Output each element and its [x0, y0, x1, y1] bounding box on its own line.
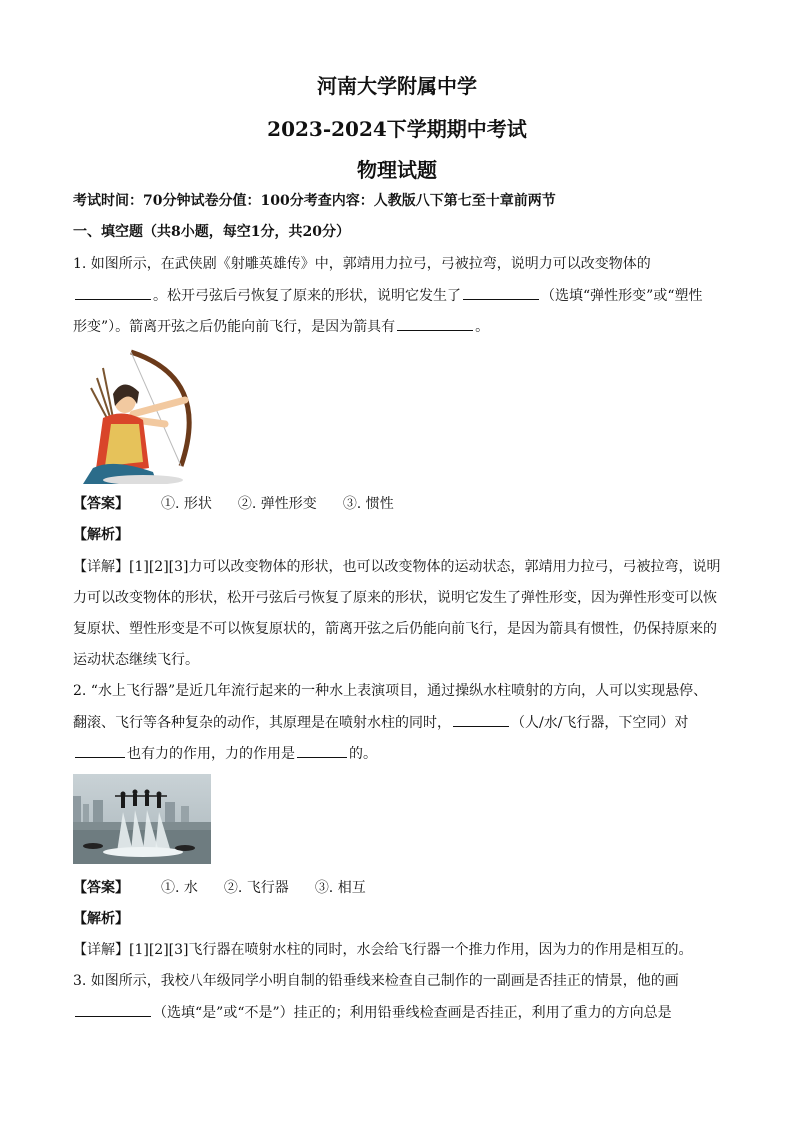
- q2-line3-text-b: 的。: [349, 746, 377, 762]
- q1-answer-1: ①. 形状: [161, 496, 212, 512]
- q1-analysis-label: 【解析】: [73, 527, 129, 543]
- answer-label: 【答案】: [73, 496, 129, 512]
- q1-answer: [73, 494, 420, 514]
- q1-line1: 1. 如图所示，在武侠剧《射雕英雄传》中，郭靖用力拉弓，弓被拉弯，说明力可以改变物体的: [73, 256, 651, 272]
- q2-detail-1: 【详解】[1][2][3]飞行器在喷射水柱的同时，水会给飞行器一个推力作用，因为力的作用是相互的。: [73, 942, 693, 958]
- term-title: 2023-2024下学期期中考试: [267, 117, 527, 141]
- q1-blank-3: [397, 316, 473, 331]
- q2-line1: 2. “水上飞行器”是近几年流行起来的一种水上表演项目，通过操纵水柱喷射的方向，人可以实现悬停、: [73, 683, 708, 699]
- q1-detail-3: 复原状、塑性形变是不可以恢复原状的，箭离开弦之后仍能向前飞行，是因为箭具有惯性，仍保持原来的: [73, 621, 717, 637]
- q1-detail-4: 运动状态继续飞行。: [73, 652, 199, 668]
- q1-line2: [73, 285, 702, 306]
- q2-blank-2: [75, 743, 125, 758]
- water-flyboard-photo-icon: [73, 774, 211, 864]
- archer-illustration-icon: [73, 348, 211, 484]
- q2-answer: [73, 878, 392, 898]
- q1-line3-text-a: 形变”）。箭离开弦之后仍能向前飞行，是因为箭具有: [73, 319, 396, 335]
- q1-blank-1: [75, 285, 151, 300]
- q3-line2-text-a: （选填“是”或“不是”）挂正的；利用铅垂线检查画是否挂正，利用了重力的方向总是: [153, 1005, 672, 1021]
- q1-line2-text-b: （选填“弹性形变”或“塑性: [541, 288, 703, 304]
- section-title: 一、填空题（共8小题，每空1分，共20分）: [73, 224, 350, 240]
- exam-info: 考试时间：70分钟试卷分值：100分考查内容：人教版八下第七至十章前两节: [73, 193, 556, 209]
- q3-blank-1: [75, 1002, 151, 1017]
- q2-line2: [73, 712, 688, 733]
- q3-line1: 3. 如图所示，我校八年级同学小明自制的铅垂线来检查自己制作的一副画是否挂正的情景，他的画: [73, 973, 679, 989]
- school-title: 河南大学附属中学: [317, 74, 477, 98]
- answer-label: 【答案】: [73, 880, 129, 896]
- q2-blank-3: [297, 743, 347, 758]
- q1-line2-text-a: 。松开弓弦后弓恢复了原来的形状，说明它发生了: [153, 288, 461, 304]
- q3-line2: [73, 1002, 672, 1023]
- q1-line3-text-b: 。: [475, 319, 490, 335]
- q1-answer-3: ③. 惯性: [342, 496, 394, 512]
- q2-answer-3: ③. 相互: [314, 880, 366, 896]
- q1-detail-1: 【详解】[1][2][3]力可以改变物体的形状，也可以改变物体的运动状态，郭靖用力拉弓，弓被拉弯，说明: [73, 559, 721, 575]
- q2-line2-text-a: 翻滚、飞行等各种复杂的动作，其原理是在喷射水柱的同时，: [73, 715, 451, 731]
- water-jetpack-image: [73, 774, 211, 864]
- subject-title: 物理试题: [357, 158, 437, 182]
- q2-blank-1: [453, 712, 509, 727]
- q1-line3: [73, 316, 489, 337]
- q2-answer-2: ②. 飞行器: [223, 880, 289, 896]
- q2-answer-1: ①. 水: [161, 880, 198, 896]
- q1-blank-2: [463, 285, 539, 300]
- q2-line3: [73, 743, 377, 764]
- archer-image: [73, 348, 211, 484]
- q1-detail-2: 力可以改变物体的形状，松开弓弦后弓恢复了原来的形状，说明它发生了弹性形变，因为弹性形变可以恢: [73, 590, 717, 606]
- q2-line2-text-b: （人/水/飞行器，下空同）对: [511, 715, 689, 731]
- q1-answer-2: ②. 弹性形变: [237, 496, 317, 512]
- q2-analysis-label: 【解析】: [73, 911, 129, 927]
- q2-line3-text-a: 也有力的作用，力的作用是: [127, 746, 295, 762]
